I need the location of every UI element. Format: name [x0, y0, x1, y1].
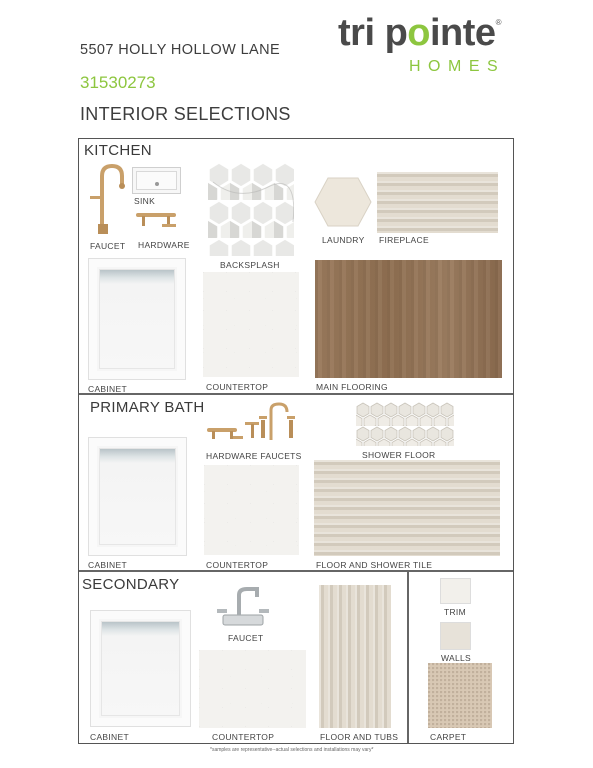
- kitchen-faucet-swatch: [82, 162, 128, 236]
- logo-word-tri: tri: [338, 12, 385, 54]
- secondary-cabinet-swatch: [90, 610, 191, 727]
- label-kitchen-sink: SINK: [134, 196, 156, 206]
- trim-color-swatch: [440, 578, 471, 604]
- label-secondary-countertop: COUNTERTOP: [212, 732, 275, 742]
- kitchen-hardware-swatch: [134, 210, 182, 234]
- logo-word-inte: inte: [430, 12, 496, 54]
- label-kitchen-faucet: FAUCET: [90, 241, 126, 251]
- label-walls: WALLS: [441, 653, 472, 663]
- label-secondary-cabinet: CABINET: [90, 732, 129, 742]
- disclaimer-footnote: *samples are representative--actual selections and installations may vary*: [210, 747, 374, 753]
- label-shower-floor: SHOWER FLOOR: [362, 450, 436, 460]
- logo-word-o: o: [407, 12, 430, 54]
- logo-homes: HOMES: [409, 58, 506, 75]
- bath-hardware-faucets-swatch: [205, 400, 301, 446]
- kitchen-cabinet-swatch: [88, 258, 186, 380]
- main-flooring-swatch: [315, 260, 502, 378]
- label-laundry: LAUNDRY: [322, 235, 365, 245]
- logo-trademark: ®: [495, 18, 501, 27]
- label-bath-hardware-faucets: HARDWARE FAUCETS: [206, 451, 302, 461]
- lot-number: 31530273: [80, 73, 156, 92]
- brand-logo: [338, 12, 501, 55]
- fireplace-tile-swatch: [377, 172, 498, 233]
- bath-countertop-swatch: [204, 465, 299, 555]
- label-kitchen-backsplash: BACKSPLASH: [220, 260, 280, 270]
- logo-word-p: p: [384, 12, 408, 54]
- laundry-tile-swatch: [314, 177, 372, 227]
- label-kitchen-cabinet: CABINET: [88, 384, 127, 394]
- label-secondary-faucet: FAUCET: [228, 633, 264, 643]
- section-title-kitchen: KITCHEN: [84, 142, 152, 159]
- kitchen-backsplash-swatch: [208, 162, 294, 256]
- bath-shower-floor-swatch: [356, 402, 454, 446]
- carpet-swatch: [428, 663, 492, 728]
- kitchen-countertop-swatch: [203, 272, 299, 377]
- label-kitchen-countertop: COUNTERTOP: [206, 382, 269, 392]
- kitchen-sink-swatch: [132, 167, 181, 194]
- section-title-secondary: SECONDARY: [82, 576, 180, 593]
- label-fireplace: FIREPLACE: [379, 235, 429, 245]
- label-main-flooring: MAIN FLOORING: [316, 382, 388, 392]
- bath-cabinet-swatch: [88, 437, 187, 556]
- label-bath-countertop: COUNTERTOP: [206, 560, 269, 570]
- label-floor-and-tubs: FLOOR AND TUBS: [320, 732, 399, 742]
- floor-and-tubs-swatch: [319, 585, 391, 728]
- label-kitchen-hardware: HARDWARE: [138, 240, 190, 250]
- label-carpet: CARPET: [430, 732, 467, 742]
- divider-secondary-finishes: [407, 571, 409, 743]
- secondary-faucet-swatch: [215, 585, 271, 629]
- secondary-countertop-swatch: [199, 650, 306, 728]
- walls-color-swatch: [440, 622, 471, 650]
- divider-kitchen-bath: [79, 393, 513, 395]
- divider-bath-secondary: [79, 570, 513, 572]
- label-bath-cabinet: CABINET: [88, 560, 127, 570]
- label-floor-and-shower-tile: FLOOR AND SHOWER TILE: [316, 560, 433, 570]
- section-title-primary-bath: PRIMARY BATH: [90, 399, 205, 416]
- floor-and-shower-tile-swatch: [314, 460, 500, 556]
- page-title: INTERIOR SELECTIONS: [80, 104, 291, 124]
- label-trim: TRIM: [444, 607, 466, 617]
- property-address: 5507 HOLLY HOLLOW LANE: [80, 42, 281, 58]
